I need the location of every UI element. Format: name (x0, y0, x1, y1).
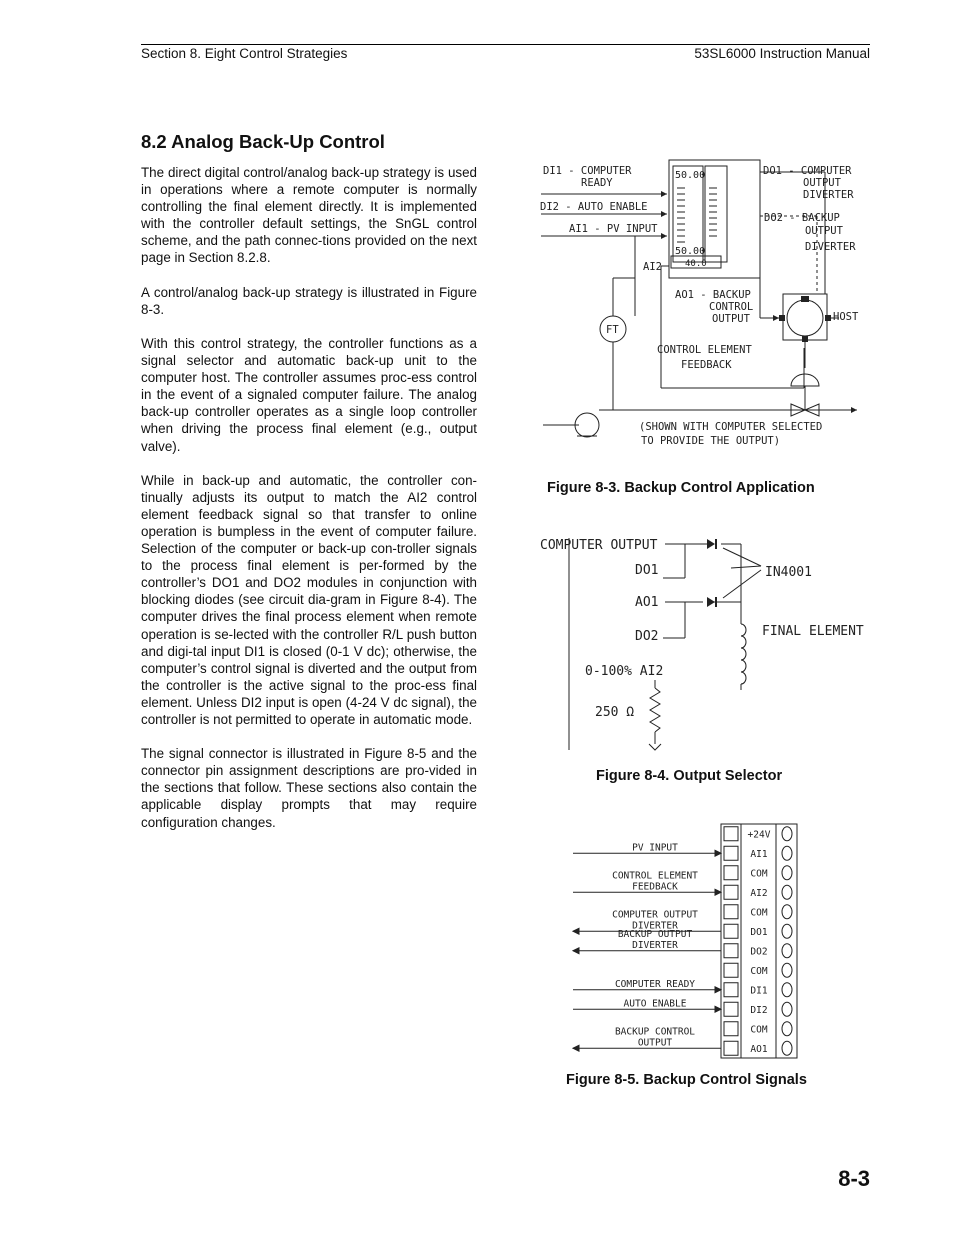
terminal-pin (782, 944, 792, 958)
paragraph: The signal connector is illustrated in Figure 8-5 and the connector pin assignment descriptions are pro-vided in the sections that follow. These sections also contain the applicable display prompts that may require configuration changes. (141, 746, 477, 830)
terminal-screw (724, 827, 738, 841)
signal-arrow (573, 948, 579, 954)
terminal-label: COM (750, 1024, 768, 1036)
signal-label: PV INPUT (632, 842, 678, 854)
signal-label: COMPUTER READY (614, 978, 696, 990)
fig3-display-out: 40.0 (685, 259, 707, 269)
fig3-do1-label: DO1 - COMPUTER (763, 165, 852, 177)
section-title: 8.2 Analog Back-Up Control (141, 131, 385, 152)
terminal-screw (724, 1002, 738, 1016)
fig4-resistor: 250 Ω (595, 705, 635, 720)
terminal-screw (724, 885, 738, 899)
signal-arrow (715, 987, 721, 993)
signal-label: BACKUP CONTROL (614, 1026, 696, 1038)
fig3-do1-label-b: OUTPUT (803, 177, 841, 189)
figure-8-3-diagram (535, 158, 870, 458)
signal-label: FEEDBACK (632, 881, 678, 893)
terminal-screw (724, 983, 738, 997)
terminal-pin (782, 1041, 792, 1055)
signal-arrow (573, 928, 579, 934)
signal-label: OUTPUT (637, 1037, 673, 1049)
running-header (141, 44, 870, 63)
terminal-label: DI2 (750, 1004, 768, 1016)
fig4-ai2: 0-100% AI2 (585, 664, 664, 679)
signal-arrow (715, 1006, 721, 1012)
fig3-feedback-label: CONTROL ELEMENT (657, 344, 752, 356)
terminal-pin (782, 963, 792, 977)
terminal-pin (782, 885, 792, 899)
terminal-screw (724, 905, 738, 919)
figure-8-3-caption: Figure 8-3. Backup Control Application (547, 480, 815, 496)
fig3-di1-label: DI1 - COMPUTER (543, 165, 632, 177)
fig4-do1: DO1 (635, 563, 659, 578)
terminal-pin (782, 905, 792, 919)
signal-label: DIVERTER (632, 920, 678, 932)
terminal-label: AO1 (750, 1043, 768, 1055)
header-section: Section 8. Eight Control Strategies (141, 46, 348, 61)
terminal-screw (724, 1022, 738, 1036)
signal-label: CONTROL ELEMENT (612, 870, 698, 882)
terminal-screw (724, 866, 738, 880)
header-manual: 53SL6000 Instruction Manual (694, 46, 870, 61)
figure-8-4-caption: Figure 8-4. Output Selector (596, 768, 783, 784)
signal-label: DIVERTER (632, 939, 678, 951)
terminal-label: DO1 (750, 926, 768, 938)
fig3-ao1-label-c: OUTPUT (712, 313, 750, 325)
paragraph: The direct digital control/analog back-up strategy is used in operations where a remote computer is normally controlling the final element directly. It is implemented with the controller default settings, the SnGL control scheme, and the path connec-tions provided on the next page in Section 8.2.8. (141, 165, 477, 266)
fig3-note: (SHOWN WITH COMPUTER SELECTED (639, 421, 823, 433)
signal-arrow (715, 850, 721, 856)
signal-label: AUTO ENABLE (623, 998, 687, 1010)
fig3-di2-label: DI2 - AUTO ENABLE (540, 201, 648, 213)
fig3-do2-label-c: DIVERTER (805, 241, 856, 253)
body-text (141, 164, 477, 848)
figure-8-5-caption: Figure 8-5. Backup Control Signals (566, 1072, 807, 1088)
terminal-pin (782, 924, 792, 938)
fig3-host-label: HOST (833, 311, 859, 323)
fig4-diode: IN4001 (765, 565, 812, 580)
fig3-display-mid: 50.00 (675, 246, 706, 257)
paragraph: With this control strategy, the controller functions as a signal selector and automatic back-up unit to the computer host. The controller assumes proc-ess control in the event of a signaled computer failure. The analog back-up controller operates as a single loop controller when driving the process final element (e.g., output valve). (141, 335, 477, 454)
terminal-screw (724, 963, 738, 977)
fig3-do1-label-c: DIVERTER (803, 189, 854, 201)
fig3-ai1-label: AI1 - PV INPUT (569, 223, 658, 235)
terminal-label: COM (750, 868, 768, 880)
signal-label: COMPUTER OUTPUT (612, 909, 698, 921)
paragraph: A control/analog back-up strategy is illustrated in Figure 8-3. (141, 284, 477, 317)
fig3-do2-label-b: OUTPUT (805, 225, 843, 237)
signal-label: BACKUP OUTPUT (617, 928, 693, 940)
paragraph: While in back-up and automatic, the controller con-tinually adjusts its output to match the AI2 control element feedback signal so that transfer to online operation is bumpless in the event of computer failure. Selection of the computer or back-up con-troller signals to the process final element is per-formed by the controller’s DO1 and DO2 modules in conjunction with blocking diodes (see circuit dia-gram in Figure 8-4). The computer drives the final process element when remote operation is se-lected with the controller R/L push button and digi-tal input DI1 is closed (0-1 V dc); otherwise, the computer’s control signal is diverted and the output from the controller is the active signal to the proc-ess final element. Unless DI2 input is open (4-24 V dc signal), the controller is not permitted to operate in automatic mode. (141, 472, 477, 727)
fig3-feedback-label-b: FEEDBACK (681, 359, 732, 371)
terminal-pin (782, 1022, 792, 1036)
terminal-label: COM (750, 965, 768, 977)
fig3-ao1-label-b: CONTROL (709, 301, 754, 313)
page-number: 8-3 (838, 1166, 870, 1191)
terminal-label: AI1 (750, 848, 768, 860)
fig3-display-top: 50.00 (675, 170, 706, 181)
fig3-di1-label-b: READY (581, 177, 613, 189)
fig4-ao1: AO1 (635, 595, 659, 610)
terminal-label: COM (750, 907, 768, 919)
fig4-final-element: FINAL ELEMENT (762, 624, 864, 639)
fig3-do2-label: DO2 - BACKUP (764, 212, 840, 224)
terminal-pin (782, 1002, 792, 1016)
terminal-label: +24V (747, 829, 771, 841)
signal-arrow (715, 889, 721, 895)
terminal-label: DI1 (750, 985, 768, 997)
fig3-ft-label: FT (606, 324, 619, 336)
terminal-screw (724, 924, 738, 938)
figure-8-4-diagram (535, 530, 870, 755)
terminal-pin (782, 846, 792, 860)
terminal-label: AI2 (750, 887, 768, 899)
fig3-note-b: TO PROVIDE THE OUTPUT) (641, 435, 781, 447)
fig4-do2: DO2 (635, 629, 659, 644)
terminal-label: DO2 (750, 946, 768, 958)
terminal-screw (724, 846, 738, 860)
signal-arrow (573, 1045, 579, 1051)
fig3-ao1-label: AO1 - BACKUP (675, 289, 751, 301)
terminal-screw (724, 944, 738, 958)
terminal-screw (724, 1041, 738, 1055)
terminal-pin (782, 827, 792, 841)
terminal-pin (782, 983, 792, 997)
fig3-ai2-label: AI2 (643, 261, 662, 273)
figure-8-5-diagram (565, 820, 805, 1065)
terminal-pin (782, 866, 792, 880)
fig4-computer-output: COMPUTER OUTPUT (540, 538, 658, 553)
